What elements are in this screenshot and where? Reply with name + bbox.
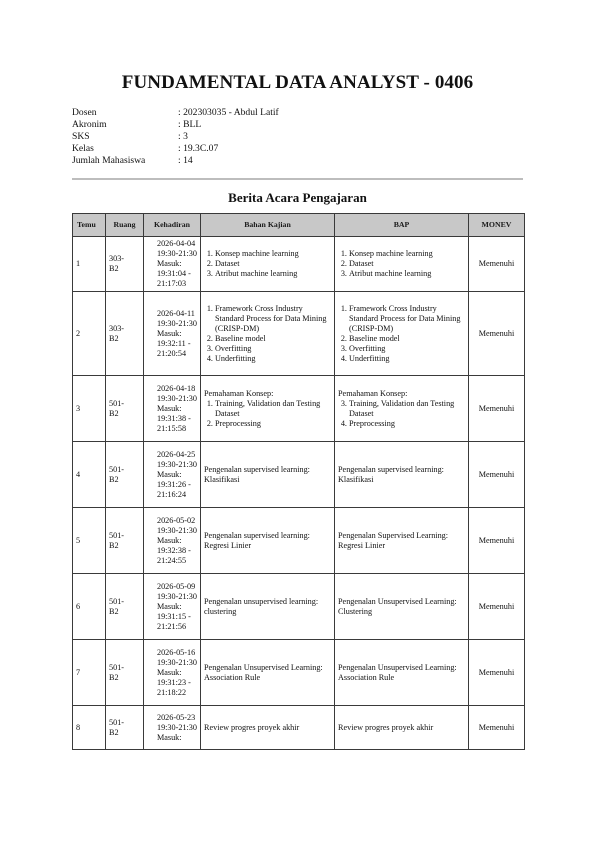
kehadiran-line: 19:30-21:30 <box>156 249 197 258</box>
content-text: Review progres proyek akhir <box>338 722 434 732</box>
cell-temu: 3 <box>73 376 106 442</box>
cell-monev: Memenuhi <box>469 574 525 640</box>
cell-bahan-kajian <box>201 508 335 574</box>
table-row <box>73 442 525 508</box>
cell-monev: Memenuhi <box>469 508 525 574</box>
kehadiran-line: 19:30-21:30 <box>156 657 197 667</box>
cell-bap <box>335 292 469 376</box>
kehadiran-line: Masuk: <box>156 259 182 268</box>
cell-bahan-kajian <box>201 237 335 292</box>
info-value: : 3 <box>178 131 188 142</box>
cell-temu: 8 <box>73 706 106 750</box>
cell-kehadiran <box>144 376 201 442</box>
content-intro: Pemahaman Konsep: <box>338 388 408 398</box>
table-row <box>73 640 525 706</box>
ruang-line: B2 <box>109 264 119 273</box>
content-list <box>338 399 465 429</box>
cell-bap <box>335 442 469 508</box>
content-list-item: 3. Overfitting <box>215 344 331 354</box>
page-title: FUNDAMENTAL DATA ANALYST - 0406 <box>121 72 474 93</box>
content-list-item: 2. Dataset <box>215 259 331 269</box>
cell-ruang <box>106 237 144 292</box>
header-bap: BAP <box>335 214 469 237</box>
content-list <box>338 249 465 279</box>
info-value: : 19.3C.07 <box>178 143 219 154</box>
header-monev: MONEV <box>469 214 525 237</box>
cell-bap <box>335 640 469 706</box>
kehadiran-line: 21:21:56 <box>156 621 187 631</box>
info-row <box>72 119 279 131</box>
cell-bap <box>335 574 469 640</box>
cell-monev: Memenuhi <box>469 292 525 376</box>
kehadiran-line: 19:31:23 - <box>156 677 191 687</box>
content-list-item: 3. Atribut machine learning <box>349 269 465 279</box>
content-text: Pengenalan Unsupervised Learning: Clustering <box>338 596 457 616</box>
cell-monev: Memenuhi <box>469 442 525 508</box>
ruang-line: 501- <box>109 530 125 540</box>
cell-monev: Memenuhi <box>469 640 525 706</box>
cell-temu: 7 <box>73 640 106 706</box>
content-list-item: 1. Framework Cross Industry Standard Process for Data Mining (CRISP-DM) <box>215 304 331 334</box>
kehadiran-line: 2026-04-25 <box>156 449 196 459</box>
content-text: Review progres proyek akhir <box>204 722 300 732</box>
kehadiran-line: 19:31:26 - <box>156 479 191 489</box>
content-intro: Pemahaman Konsep: <box>204 388 274 398</box>
info-label: Jumlah Mahasiswa <box>72 155 146 166</box>
kehadiran-line: 21:15:58 <box>156 423 187 433</box>
cell-ruang <box>106 640 144 706</box>
cell-ruang <box>106 442 144 508</box>
cell-bap <box>335 376 469 442</box>
kehadiran-block <box>157 582 197 632</box>
teaching-report-table <box>72 213 525 750</box>
cell-temu: 2 <box>73 292 106 376</box>
kehadiran-line: 19:30-21:30 <box>156 393 197 403</box>
content-text: Pengenalan Unsupervised Learning: Association Rule <box>204 662 323 682</box>
ruang-line: B2 <box>109 333 119 343</box>
content-list-item: 1. Konsep machine learning <box>349 249 465 259</box>
info-label: Dosen <box>72 107 97 118</box>
section-title: Berita Acara Pengajaran <box>228 190 367 205</box>
ruang-line: 501- <box>109 717 125 727</box>
kehadiran-line: 2026-05-02 <box>156 515 196 525</box>
kehadiran-line: 21:16:24 <box>156 489 187 499</box>
content-text: Pengenalan Unsupervised Learning: Association Rule <box>338 662 457 682</box>
cell-monev: Memenuhi <box>469 706 525 750</box>
content-list-item: 3. Overfitting <box>349 344 465 354</box>
content-list-item: 2. Preprocessing <box>215 419 331 429</box>
cell-kehadiran <box>144 292 201 376</box>
course-info <box>72 107 279 167</box>
ruang-line: 303- <box>109 323 125 333</box>
ruang-line: 501- <box>109 662 125 672</box>
cell-temu: 1 <box>73 237 106 292</box>
kehadiran-line: 21:24:55 <box>156 555 187 565</box>
kehadiran-line: Masuk: <box>156 601 182 611</box>
ruang-line: 303- <box>109 254 125 263</box>
kehadiran-block <box>157 309 197 359</box>
kehadiran-line: 19:30-21:30 <box>156 722 197 732</box>
cell-temu: 4 <box>73 442 106 508</box>
cell-ruang <box>106 376 144 442</box>
cell-ruang <box>106 706 144 750</box>
kehadiran-block <box>157 648 197 698</box>
kehadiran-line: Masuk: <box>156 535 182 545</box>
kehadiran-line: Masuk: <box>156 667 182 677</box>
info-label: Akronim <box>72 119 107 130</box>
cell-ruang <box>106 508 144 574</box>
content-list-item: 2. Dataset <box>349 259 465 269</box>
content-list-item: 3. Training, Validation dan Testing Dataset <box>349 399 465 419</box>
cell-bahan-kajian <box>201 706 335 750</box>
cell-kehadiran <box>144 508 201 574</box>
kehadiran-line: 2026-04-18 <box>156 383 196 393</box>
kehadiran-line: 21:20:54 <box>156 348 187 358</box>
cell-kehadiran <box>144 706 201 750</box>
ruang-line: 501- <box>109 398 125 408</box>
content-text: Pengenalan supervised learning: Regresi Linier <box>204 530 310 550</box>
cell-temu: 6 <box>73 574 106 640</box>
cell-bap <box>335 237 469 292</box>
content-list <box>204 249 331 279</box>
divider-line <box>72 178 523 180</box>
ruang-line: B2 <box>109 540 119 550</box>
kehadiran-line: 19:30-21:30 <box>156 459 197 469</box>
cell-bap <box>335 508 469 574</box>
cell-kehadiran <box>144 574 201 640</box>
kehadiran-line: 2026-04-11 <box>156 308 195 318</box>
cell-bahan-kajian <box>201 574 335 640</box>
cell-temu: 5 <box>73 508 106 574</box>
content-list-item: 4. Preprocessing <box>349 419 465 429</box>
content-list-item: 4. Underfitting <box>215 354 331 364</box>
content-text: Pengenalan supervised learning: Klasifikasi <box>204 464 310 484</box>
kehadiran-block <box>157 239 197 289</box>
cell-kehadiran <box>144 237 201 292</box>
kehadiran-line: 19:30-21:30 <box>156 591 197 601</box>
content-list <box>338 304 465 364</box>
content-list-item: 2. Baseline model <box>349 334 465 344</box>
table-row <box>73 574 525 640</box>
info-row <box>72 107 279 119</box>
info-label: Kelas <box>72 143 94 154</box>
kehadiran-block <box>157 450 197 500</box>
info-row <box>72 143 279 155</box>
ruang-line: B2 <box>109 408 119 418</box>
cell-ruang <box>106 574 144 640</box>
content-list-item: 3. Atribut machine learning <box>215 269 331 279</box>
kehadiran-line: 21:17:03 <box>156 279 187 288</box>
kehadiran-line: 21:18:22 <box>156 687 187 697</box>
kehadiran-block <box>157 713 197 743</box>
info-row <box>72 131 279 143</box>
kehadiran-line: Masuk: <box>156 732 182 742</box>
cell-monev: Memenuhi <box>469 237 525 292</box>
cell-bahan-kajian <box>201 442 335 508</box>
kehadiran-line: 2026-05-23 <box>156 712 196 722</box>
content-text: Pengenalan supervised learning: Klasifikasi <box>338 464 444 484</box>
content-list-item: 1. Training, Validation dan Testing Dataset <box>215 399 331 419</box>
kehadiran-line: 19:31:04 - <box>156 269 191 278</box>
content-list-item: 4. Underfitting <box>349 354 465 364</box>
header-temu: Temu <box>73 214 106 237</box>
cell-bahan-kajian <box>201 640 335 706</box>
ruang-line: B2 <box>109 727 119 737</box>
info-row <box>72 155 279 167</box>
table-header-row <box>73 214 525 237</box>
content-list-item: 2. Baseline model <box>215 334 331 344</box>
content-list-item: 1. Framework Cross Industry Standard Process for Data Mining (CRISP-DM) <box>349 304 465 334</box>
cell-kehadiran <box>144 640 201 706</box>
header-bahan-kajian: Bahan Kajian <box>201 214 335 237</box>
cell-monev: Memenuhi <box>469 376 525 442</box>
header-kehadiran: Kehadiran <box>144 214 201 237</box>
kehadiran-line: 19:30-21:30 <box>156 525 197 535</box>
kehadiran-line: 19:31:15 - <box>156 611 191 621</box>
content-list <box>204 399 331 429</box>
kehadiran-line: 2026-05-16 <box>156 647 196 657</box>
info-value: : 14 <box>178 155 193 166</box>
info-label: SKS <box>72 131 90 142</box>
content-text: Pengenalan Supervised Learning: Regresi Linier <box>338 530 449 550</box>
kehadiran-block <box>157 384 197 434</box>
kehadiran-line: Masuk: <box>156 469 182 479</box>
ruang-line: B2 <box>109 606 119 616</box>
info-value: : BLL <box>178 119 202 130</box>
cell-bap <box>335 706 469 750</box>
kehadiran-block <box>157 516 197 566</box>
content-list-item: 1. Konsep machine learning <box>215 249 331 259</box>
info-value: : 202303035 - Abdul Latif <box>178 107 279 118</box>
kehadiran-line: 19:32:11 - <box>156 338 191 348</box>
kehadiran-line: 19:31:38 - <box>156 413 191 423</box>
table-row <box>73 237 525 292</box>
table-row <box>73 706 525 750</box>
cell-bahan-kajian <box>201 292 335 376</box>
cell-ruang <box>106 292 144 376</box>
kehadiran-line: 2026-04-04 <box>156 239 196 248</box>
header-ruang: Ruang <box>106 214 144 237</box>
ruang-line: 501- <box>109 596 125 606</box>
content-text: Pengenalan unsupervised learning: clustering <box>204 596 319 616</box>
kehadiran-line: 19:32:38 - <box>156 545 191 555</box>
table-row <box>73 508 525 574</box>
cell-kehadiran <box>144 442 201 508</box>
ruang-line: B2 <box>109 672 119 682</box>
kehadiran-line: 2026-05-09 <box>156 581 196 591</box>
kehadiran-line: 19:30-21:30 <box>156 318 197 328</box>
ruang-line: B2 <box>109 474 119 484</box>
table-row <box>73 292 525 376</box>
kehadiran-line: Masuk: <box>156 403 182 413</box>
table-row <box>73 376 525 442</box>
kehadiran-line: Masuk: <box>156 328 182 338</box>
content-list <box>204 304 331 364</box>
cell-bahan-kajian <box>201 376 335 442</box>
ruang-line: 501- <box>109 464 125 474</box>
